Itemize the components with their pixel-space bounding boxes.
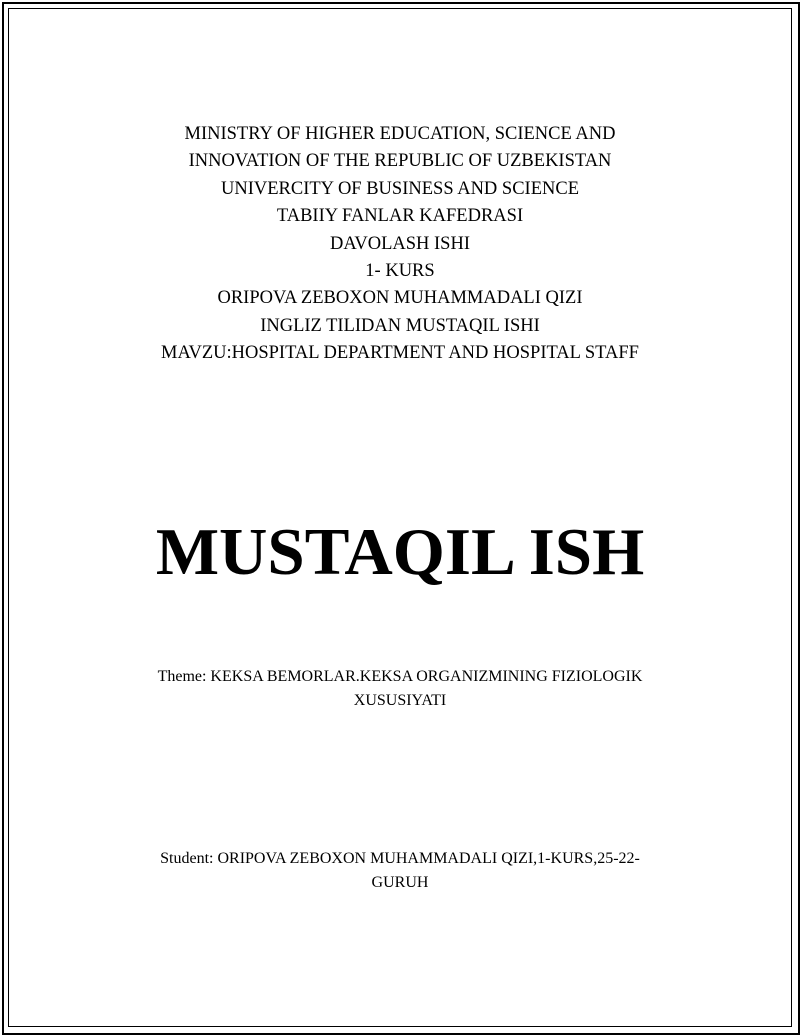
theme-text	[100, 665, 700, 713]
student-line-1: Student: ORIPOVA ZEBOXON MUHAMMADALI QIZI,1-KURS,25-22-	[160, 850, 640, 867]
header-line-ministry-1: MINISTRY OF HIGHER EDUCATION, SCIENCE AND	[184, 124, 616, 144]
header-line-student-name: ORIPOVA ZEBOXON MUHAMMADALI QIZI	[217, 288, 583, 309]
header-line-university: UNIVERCITY OF BUSINESS AND SCIENCE	[220, 178, 580, 199]
header-line-work-type: INGLIZ TILIDAN MUSTAQIL ISHI	[260, 315, 540, 336]
student-line-2: GURUH	[371, 874, 429, 891]
student-text	[100, 847, 700, 895]
theme-line-2: XUSUSIYATI	[353, 692, 447, 709]
theme-line-1: Theme: KEKSA BEMORLAR.KEKSA ORGANIZMINING FIZIOLOGIK	[157, 668, 643, 685]
institution-header	[0, 121, 800, 368]
header-line-course: 1- KURS	[365, 261, 435, 282]
document-title: MUSTAQIL ISH	[155, 515, 645, 589]
header-line-department: TABIIY FANLAR KAFEDRASI	[276, 206, 524, 227]
header-line-topic: MAVZU:HOSPITAL DEPARTMENT AND HOSPITAL STAFF	[161, 343, 639, 364]
header-line-ministry-2: INNOVATION OF THE REPUBLIC OF UZBEKISTAN	[188, 151, 612, 172]
header-line-faculty: DAVOLASH ISHI	[330, 233, 470, 254]
